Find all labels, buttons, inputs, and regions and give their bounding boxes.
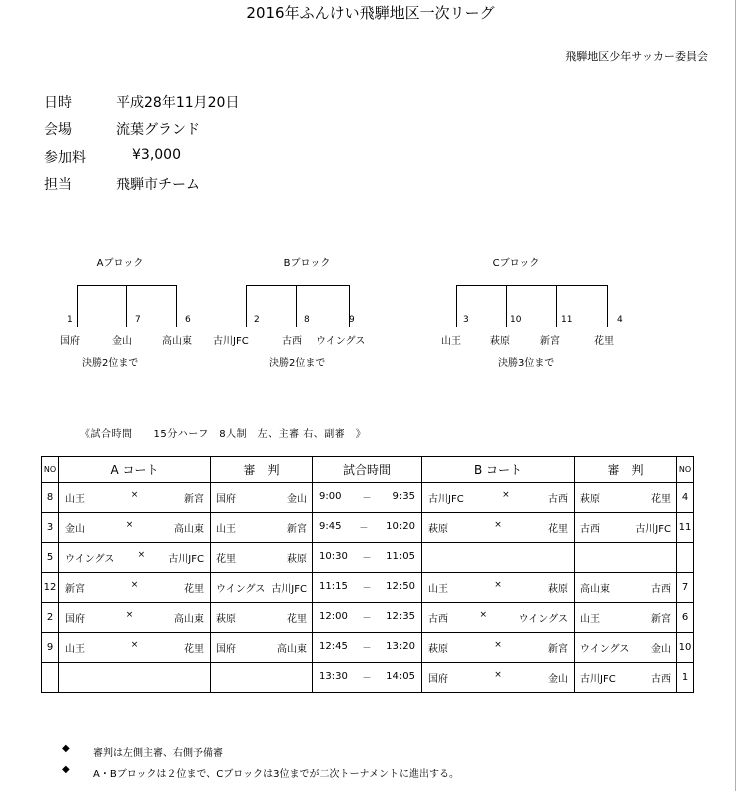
referee: ウイングス (216, 584, 266, 595)
match-time (313, 663, 422, 693)
info-value-date: 平成28年11月20日 (116, 95, 240, 111)
referee: 花里 (287, 614, 307, 625)
referees-b (575, 573, 677, 603)
court-a-match (59, 603, 211, 633)
footnote: A・Bブロックは２位まで、Cブロックは3位までが二次トーナメントに進出する。 (93, 769, 460, 780)
referees-b (575, 603, 677, 633)
referees-b (575, 663, 677, 693)
header-court-a: A コート (59, 457, 211, 483)
court-b-match (422, 543, 575, 573)
match-number-b: 7 (677, 573, 694, 603)
vs-mark: × (130, 490, 139, 500)
table-row (42, 663, 694, 693)
match-number-a: 5 (42, 543, 59, 573)
away-team: 新宮 (547, 644, 568, 655)
match-number-b: 10 (677, 633, 694, 663)
referees-a (211, 573, 313, 603)
match-time (313, 603, 422, 633)
start-time: 9:45 (319, 521, 342, 532)
table-row (42, 603, 694, 633)
referee: 花里 (651, 494, 671, 505)
info-value-charge: 飛騨市チーム (116, 177, 200, 193)
referees-a (211, 543, 313, 573)
team-number: 2 (254, 315, 260, 325)
match-time (313, 633, 422, 663)
referee: 古西 (651, 584, 671, 595)
court-b-match (422, 483, 575, 513)
court-a-match (59, 573, 211, 603)
away-team: 高山東 (173, 524, 204, 535)
block-a-bracket-line (77, 285, 78, 327)
away-team: 高山東 (173, 614, 204, 625)
referees-a (211, 663, 313, 693)
referee: 古川JFC (635, 524, 671, 535)
end-time: 14:05 (386, 671, 415, 682)
match-number-b: 6 (677, 603, 694, 633)
block-a-bracket-top (77, 285, 177, 286)
match-number-a: 9 (42, 633, 59, 663)
table-row (42, 513, 694, 543)
info-label-venue: 会場 (44, 122, 72, 138)
referee: 高山東 (580, 584, 610, 595)
info-label-date: 日時 (44, 95, 72, 111)
team-number: 6 (185, 315, 191, 325)
block-a-bracket-line (126, 285, 127, 327)
referees-a (211, 483, 313, 513)
team-name: 山王 (441, 336, 461, 347)
referee: 花里 (216, 554, 236, 565)
start-time: 13:30 (319, 671, 348, 682)
block-c-bracket-line (456, 285, 457, 327)
home-team: 山王 (65, 644, 85, 655)
team-name: 萩原 (490, 336, 510, 347)
away-team: 萩原 (547, 584, 568, 595)
match-number-b: 1 (677, 663, 694, 693)
home-team: ウイングス (65, 554, 115, 565)
team-name: ウイングス (316, 336, 366, 347)
court-a-match (59, 483, 211, 513)
vs-mark: × (494, 640, 502, 650)
home-team: 古川JFC (428, 494, 464, 505)
match-number-b: 11 (677, 513, 694, 543)
time-dash: － (362, 614, 372, 624)
home-team: 国府 (428, 674, 448, 685)
start-time: 11:15 (319, 581, 348, 592)
end-time: 12:50 (386, 581, 415, 592)
header-referee-a: 審 判 (211, 457, 313, 483)
match-number-a: 12 (42, 573, 59, 603)
away-team: 新宮 (183, 494, 204, 505)
table-row (42, 633, 694, 663)
referees-b (575, 513, 677, 543)
match-number-b: 4 (677, 483, 694, 513)
end-time: 13:20 (386, 641, 415, 652)
referee: 新宮 (287, 524, 307, 535)
info-label-charge: 担当 (44, 177, 72, 193)
referee: 古西 (651, 674, 671, 685)
vs-mark: × (494, 580, 502, 590)
block-c-note: 決勝3位まで (498, 358, 555, 369)
table-row (42, 543, 694, 573)
document-title: 2016年ふんけい飛騨地区一次リーグ (246, 4, 495, 22)
court-a-match (59, 543, 211, 573)
match-number-b (677, 543, 694, 573)
info-label-fee: 参加料 (44, 150, 86, 166)
match-number-a: 3 (42, 513, 59, 543)
court-a-match (59, 633, 211, 663)
match-number-a: 8 (42, 483, 59, 513)
vs-mark: × (494, 670, 502, 680)
vs-mark: × (125, 610, 134, 620)
block-b-bracket-line (296, 285, 297, 327)
schedule-table (41, 456, 694, 693)
end-time: 10:20 (386, 521, 415, 532)
away-team: 花里 (183, 584, 204, 595)
vs-mark: × (125, 520, 134, 530)
end-time: 12:35 (386, 611, 415, 622)
referee: 国府 (216, 494, 236, 505)
team-name: 花里 (594, 336, 614, 347)
block-b-name: Bブロック (283, 258, 331, 269)
home-team: 山王 (65, 494, 85, 505)
end-time: 11:05 (386, 551, 415, 562)
court-a-match (59, 513, 211, 543)
match-time (313, 573, 422, 603)
schedule-body (42, 483, 694, 693)
referees-b (575, 543, 677, 573)
table-row (42, 573, 694, 603)
vs-mark: × (502, 490, 510, 500)
organizer: 飛騨地区少年サッカー委員会 (565, 50, 708, 63)
team-name: 新宮 (540, 336, 560, 347)
start-time: 10:30 (319, 551, 348, 562)
team-number: 3 (463, 315, 469, 325)
away-team: 古川JFC (168, 554, 204, 565)
referees-a (211, 633, 313, 663)
away-team: 金山 (547, 674, 568, 685)
end-time: 9:35 (392, 491, 415, 502)
vs-mark: × (130, 580, 139, 590)
team-number: 1 (67, 315, 73, 325)
referee: 金山 (287, 494, 307, 505)
time-dash: － (362, 584, 372, 594)
block-c-bracket-line (556, 285, 557, 327)
time-dash: － (362, 644, 372, 654)
vs-mark: × (130, 640, 139, 650)
referee: 萩原 (580, 494, 600, 505)
team-number: 8 (304, 315, 310, 325)
footnote: 審判は左側主審、右側予備審 (93, 748, 223, 759)
match-info: 《試合時間 15分ハーフ 8人制 左、主審 右、副審 》 (80, 429, 367, 440)
time-dash: － (359, 524, 369, 534)
vs-mark: × (479, 610, 488, 620)
team-name: 国府 (60, 336, 80, 347)
match-time (313, 513, 422, 543)
block-a-bracket-line (176, 285, 177, 327)
home-team: 萩原 (428, 524, 448, 535)
home-team: 金山 (65, 524, 85, 535)
referee: 高山東 (277, 644, 307, 655)
match-time (313, 543, 422, 573)
block-b-bracket-line (246, 285, 247, 327)
referee: 古西 (580, 524, 600, 535)
match-time (313, 483, 422, 513)
team-number: 11 (561, 315, 573, 325)
header-court-b: B コート (422, 457, 575, 483)
referee: 山王 (580, 614, 600, 625)
block-c-bracket-line (607, 285, 608, 327)
team-number: 10 (510, 315, 522, 325)
team-name: 金山 (112, 336, 132, 347)
team-number: 7 (135, 315, 141, 325)
team-name: 古川JFC (213, 336, 249, 347)
vs-mark: × (494, 520, 502, 530)
block-c-name: Cブロック (492, 258, 540, 269)
away-team: 花里 (183, 644, 204, 655)
block-a-note: 決勝2位まで (82, 358, 139, 369)
referees-a (211, 603, 313, 633)
table-header-row (42, 457, 694, 483)
table-row (42, 483, 694, 513)
page-edge (735, 0, 736, 791)
referees-a (211, 513, 313, 543)
referee: 金山 (651, 644, 671, 655)
block-b-note: 決勝2位まで (269, 358, 326, 369)
referee: 古川JFC (271, 584, 307, 595)
header-no-b: NO (677, 457, 694, 483)
referee: 萩原 (287, 554, 307, 565)
court-b-match (422, 573, 575, 603)
match-number-a: 2 (42, 603, 59, 633)
time-dash: － (362, 494, 372, 504)
team-name: 高山東 (162, 336, 192, 347)
home-team: 山王 (428, 584, 448, 595)
time-dash: － (362, 674, 372, 684)
referee: 古川JFC (580, 674, 616, 685)
start-time: 9:00 (319, 491, 342, 502)
home-team: 国府 (65, 614, 85, 625)
referee: 萩原 (216, 614, 236, 625)
court-b-match (422, 663, 575, 693)
court-a-match (59, 663, 211, 693)
referee: ウイングス (580, 644, 630, 655)
start-time: 12:45 (319, 641, 348, 652)
referee: 新宮 (651, 614, 671, 625)
header-time: 試合時間 (313, 457, 422, 483)
team-name: 古西 (282, 336, 302, 347)
referee: 国府 (216, 644, 236, 655)
header-no: NO (42, 457, 59, 483)
court-b-match (422, 603, 575, 633)
away-team: 古西 (547, 494, 568, 505)
bullet-icon: ◆ (62, 743, 70, 754)
block-c-bracket-line (506, 285, 507, 327)
court-b-match (422, 513, 575, 543)
away-team: 花里 (547, 524, 568, 535)
referees-b (575, 633, 677, 663)
start-time: 12:00 (319, 611, 348, 622)
vs-mark: × (137, 550, 146, 560)
header-referee-b: 審 判 (575, 457, 677, 483)
time-dash: － (362, 554, 372, 564)
referees-b (575, 483, 677, 513)
home-team: 新宮 (65, 584, 85, 595)
away-team: ウイングス (518, 614, 568, 625)
info-value-fee: ¥3,000 (132, 147, 181, 163)
block-b-bracket-top (246, 285, 350, 286)
team-number: 9 (349, 315, 355, 325)
block-c-bracket-top (456, 285, 608, 286)
info-value-venue: 流葉グランド (116, 122, 200, 138)
block-a-name: Aブロック (96, 258, 144, 269)
referee: 山王 (216, 524, 236, 535)
match-number-a (42, 663, 59, 693)
team-number: 4 (617, 315, 623, 325)
bullet-icon: ◆ (62, 764, 70, 775)
home-team: 古西 (428, 614, 448, 625)
court-b-match (422, 633, 575, 663)
home-team: 萩原 (428, 644, 448, 655)
